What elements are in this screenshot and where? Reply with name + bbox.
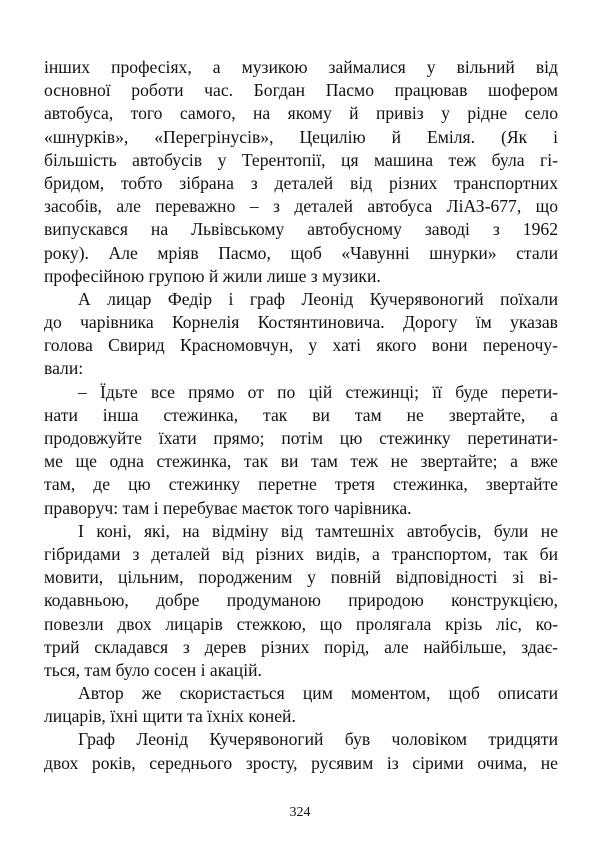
text-line: І коні, які, на відміну від тамтешніх автобусів, були не (78, 520, 558, 541)
text-line: лицарів, їхні щити та їхніх коней. (44, 706, 296, 727)
text-line: бридом, тобто зібрана з деталей від різних транспортних (44, 172, 558, 193)
text-line: «шнурків», «Перегрінусів», Цецилію й Еміля. (Як і (44, 126, 558, 147)
text-line: Автор же скористається цим моментом, щоб описати (78, 683, 558, 704)
text-line: нати інша стежинка, так ви там не звертайте, а (44, 404, 558, 425)
text-line: автобуса, того самого, на якому й привіз у рідне село (44, 103, 558, 124)
page-number: 324 (289, 805, 311, 820)
text-line: трий складався з дерев різних порід, але найбільше, здає- (44, 636, 558, 657)
text-line: кодавньою, добре продуманою природою конструкцією, (44, 590, 558, 611)
text-line: ме ще одна стежинка, так ви там теж не звертайте; а вже (44, 451, 558, 472)
text-line: до чарівника Корнелія Костянтиновича. Дорогу їм указав (44, 312, 558, 333)
text-line: праворуч: там і перебуває маєток того чарівника. (44, 497, 412, 518)
body-text (44, 56, 558, 775)
text-line: – Їдьте все прямо от по цій стежинці; її буде перети- (78, 381, 558, 402)
text-line: року). Але мріяв Пасмо, щоб «Чавунні шнурки» стали (44, 242, 558, 263)
text-line: там, де цю стежинку перетне третя стежинка, звертайте (44, 474, 558, 495)
text-line: більшість автобусів у Терентопії, ця машина теж була гі- (44, 149, 558, 170)
text-line: ться, там було сосен і акацій. (44, 659, 262, 680)
text-line: професійною групою й жили лише з музики. (44, 265, 381, 286)
text-line: інших професіях, а музикою займалися у вільний від (44, 57, 558, 77)
text-line: двох років, середнього зросту, русявим із сірими очима, не (44, 752, 558, 773)
text-line: основної роботи час. Богдан Пасмо працював шофером (44, 80, 558, 101)
text-line: Граф Леонід Кучерявоногий був чоловіком тридцяти (78, 729, 558, 750)
text-line: мовити, цільним, породженим у повній відповідності зі ві- (44, 567, 558, 588)
text-line: продовжуйте їхати прямо; потім цю стежинку перетинати- (44, 428, 558, 448)
text-line: засобів, але переважно – з деталей автобуса ЛіАЗ-677, що (44, 196, 558, 217)
text-line: гібридами з деталей від різних видів, а транспортом, так би (44, 543, 558, 564)
text-line: випускався на Львівському автобусному заводі з 1962 (44, 219, 558, 240)
text-line: вали: (44, 358, 84, 379)
text-line: голова Свирид Красномовчун, у хаті якого вони переночу- (44, 335, 558, 356)
text-line: повезли двох лицарів стежкою, що пролягала крізь ліс, ко- (44, 613, 558, 634)
text-line: А лицар Федір і граф Леонід Кучерявоногий поїхали (78, 288, 558, 309)
